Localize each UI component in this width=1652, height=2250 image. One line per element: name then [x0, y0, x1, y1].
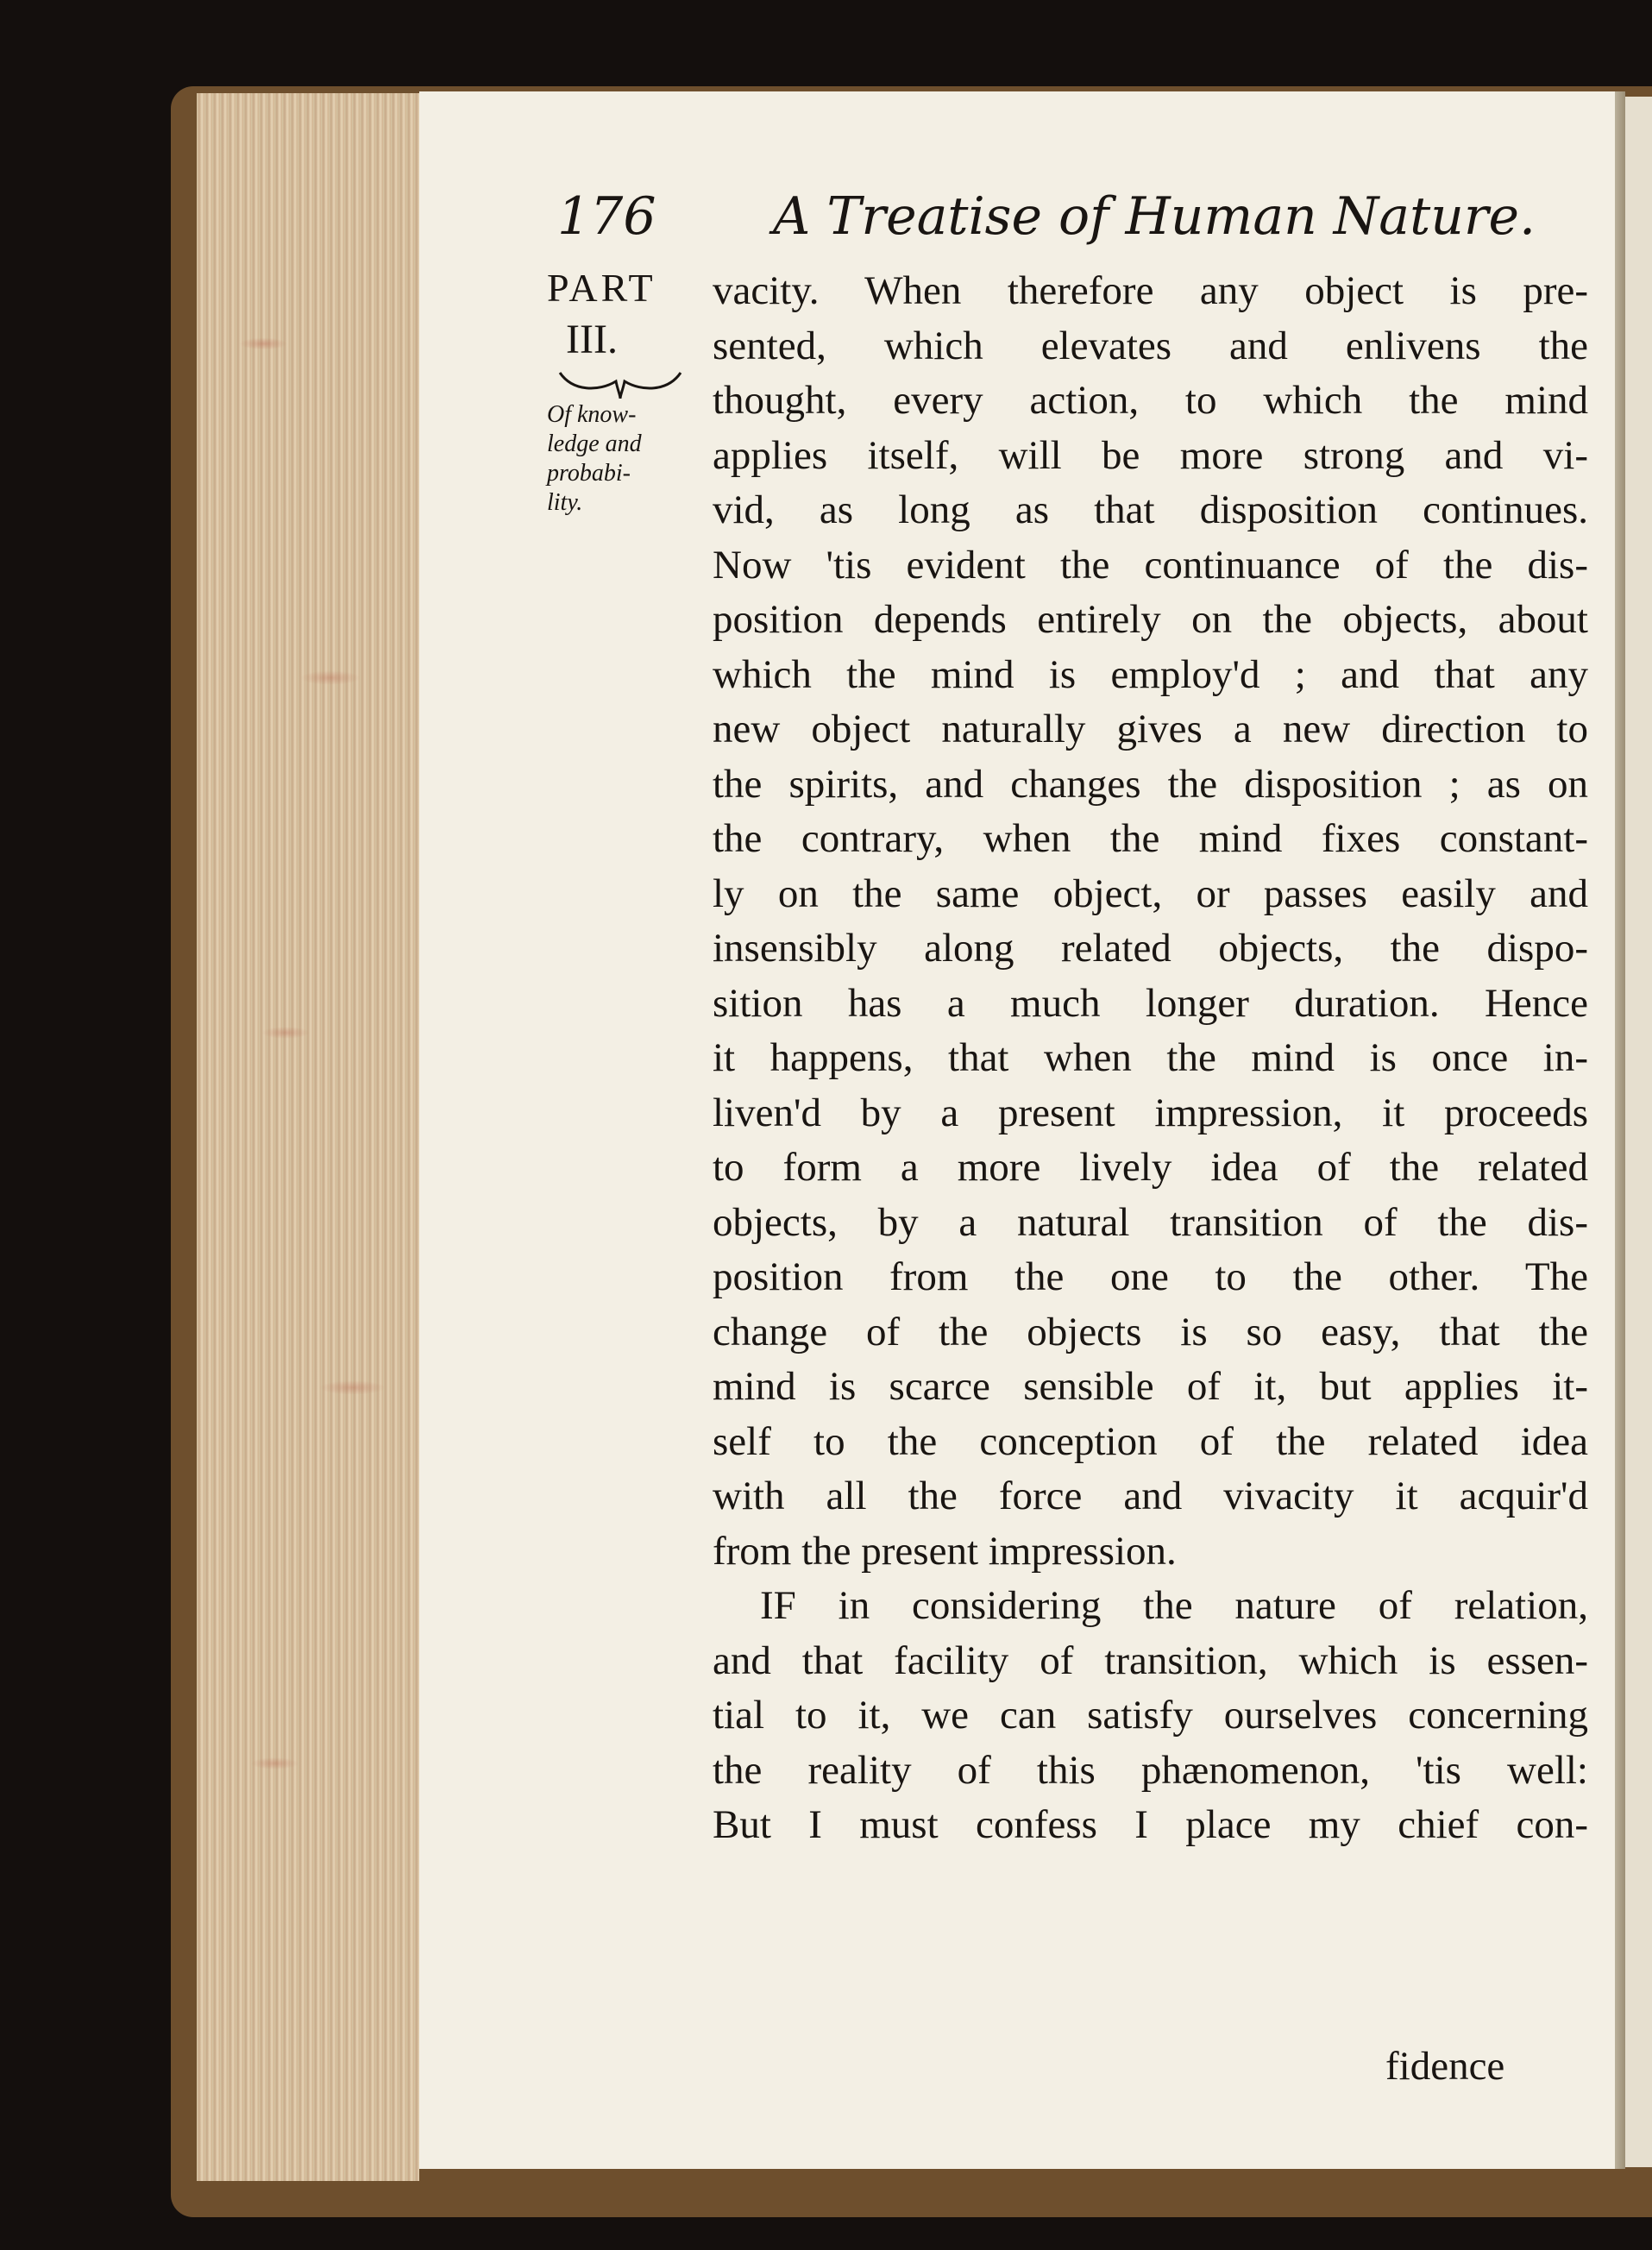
text-line: which the mind is employ'd ; and that any: [713, 651, 1588, 697]
text-line: to form a more lively idea of the related: [713, 1145, 1588, 1190]
part-label: PART: [547, 266, 656, 310]
text-line: tial to it, we can satisfy ourselves concerning: [713, 1693, 1588, 1738]
text-line: objects, by a natural transition of the dis-: [713, 1199, 1588, 1245]
text-line: ly on the same object, or passes easily and: [713, 870, 1588, 916]
text-line: vid, as long as that disposition continues.: [713, 487, 1588, 532]
margin-note-line: Of know-: [547, 401, 637, 428]
margin-note-line: probabi-: [547, 460, 631, 487]
part-number: III.: [566, 317, 618, 362]
text-line: from the present impression.: [713, 1528, 1177, 1574]
text-line: insensibly along related objects, the dispo-: [713, 926, 1588, 971]
text-line: it happens, that when the mind is once in-: [713, 1035, 1588, 1080]
text-line: the spirits, and changes the disposition ; as on: [713, 761, 1588, 807]
text-line: position from the one to the other. The: [713, 1254, 1588, 1299]
page-edges: [197, 93, 419, 2181]
text-line: the contrary, when the mind fixes constant-: [713, 816, 1588, 861]
body-text: [713, 264, 1588, 1853]
text-line: But I must confess I place my chief con-: [713, 1802, 1588, 1847]
text-line: liven'd by a present impression, it proceeds: [713, 1090, 1588, 1135]
text-line: IF in considering the nature of relation,: [760, 1583, 1588, 1628]
facing-page-edge: [1625, 97, 1652, 2167]
text-line: sented, which elevates and enlivens the: [713, 323, 1588, 368]
text-line: the reality of this phænomenon, 'tis well:: [713, 1747, 1588, 1793]
text-line: self to the conception of the related idea: [713, 1418, 1588, 1464]
text-line: thought, every action, to which the mind: [713, 378, 1588, 423]
margin-note-line: lity.: [547, 489, 583, 516]
catchword: fidence: [1385, 2044, 1505, 2089]
text-line: mind is scarce sensible of it, but applies it-: [713, 1364, 1588, 1409]
page-number: 176: [557, 186, 656, 247]
text-line: with all the force and vivacity it acquir'd: [713, 1474, 1588, 1518]
text-line: new object naturally gives a new direction to: [713, 707, 1588, 751]
margin-note-line: ledge and: [547, 431, 642, 457]
brace-ornament-icon: [556, 366, 685, 400]
text-line: applies itself, will be more strong and vi-: [713, 432, 1588, 478]
book-page: [419, 91, 1615, 2169]
margin-note: [547, 262, 702, 518]
text-line: sition has a much longer duration. Hence: [713, 980, 1588, 1026]
text-line: and that facility of transition, which is essen-: [713, 1637, 1588, 1683]
running-head: [419, 178, 1615, 273]
text-line: change of the objects is so easy, that the: [713, 1309, 1588, 1354]
book-title: A Treatise of Human Nature.: [773, 186, 1536, 247]
text-line: vacity. When therefore any object is pre-: [713, 268, 1588, 313]
text-line: position depends entirely on the objects, about: [713, 597, 1588, 642]
margin-note-text: [547, 400, 702, 518]
text-line: Now 'tis evident the continuance of the dis-: [713, 542, 1588, 588]
